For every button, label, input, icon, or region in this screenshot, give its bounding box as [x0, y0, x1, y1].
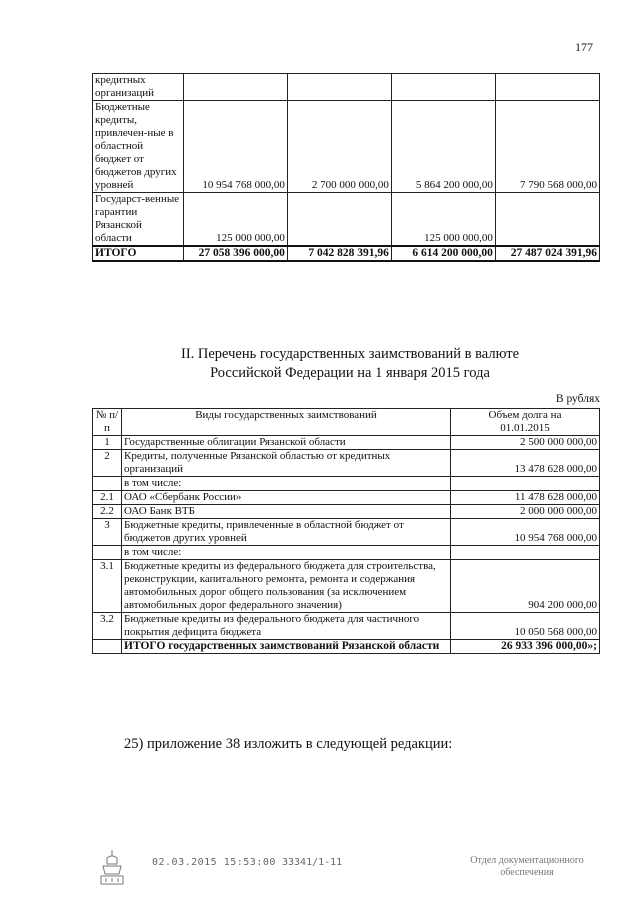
- row-desc: ОАО «Сбербанк России»: [122, 491, 451, 505]
- department-line1: Отдел документационного: [470, 855, 584, 866]
- table-debt-list: [92, 408, 600, 654]
- row-amount: 10 954 768 000,00: [451, 519, 600, 546]
- footer-code: 33341/1-11: [282, 857, 343, 868]
- cell-value: [287, 193, 391, 247]
- row-amount: 10 050 568 000,00: [451, 613, 600, 640]
- table-row: [93, 546, 600, 560]
- total-value: 6 614 200 000,00: [391, 246, 495, 261]
- row-num: [93, 477, 122, 491]
- table-borrowings-continuation: [92, 73, 600, 262]
- table-header-row: [93, 409, 600, 436]
- table-row: [93, 74, 600, 101]
- cell-value: [495, 193, 599, 247]
- row-amount: [451, 477, 600, 491]
- total-value: 27 058 396 000,00: [183, 246, 287, 261]
- header-num: № п/п: [93, 409, 122, 436]
- total-row: [93, 640, 600, 654]
- cell-value: [287, 74, 391, 101]
- header-amount: Объем долга на 01.01.2015: [451, 409, 600, 436]
- row-amount: 13 478 628 000,00: [451, 450, 600, 477]
- total-value: 27 487 024 391,96: [495, 246, 599, 261]
- table-row: [93, 613, 600, 640]
- table-row: [93, 101, 600, 193]
- row-desc: в том числе:: [122, 546, 451, 560]
- footer-datetime: 02.03.2015 15:53:00: [152, 857, 276, 868]
- cell-value: 5 864 200 000,00: [391, 101, 495, 193]
- cell-value: [495, 74, 599, 101]
- row-num: 3.2: [93, 613, 122, 640]
- header-kind: Виды государственных заимствований: [122, 409, 451, 436]
- row-desc: Бюджетные кредиты, привлеченные в областной бюджет от бюджетов других уровней: [122, 519, 451, 546]
- row-num: [93, 546, 122, 560]
- row-desc: в том числе:: [122, 477, 451, 491]
- cell-value: [391, 74, 495, 101]
- row-num: 2.1: [93, 491, 122, 505]
- row-label: Бюджетные кредиты, привлечен-ные в областной бюджет от бюджетов других уровней: [93, 101, 184, 193]
- total-row: [93, 246, 600, 261]
- cell-value: 125 000 000,00: [391, 193, 495, 247]
- table-row: [93, 519, 600, 546]
- page-number: 177: [575, 40, 593, 54]
- department-line2: обеспечения: [500, 867, 554, 878]
- row-desc: Бюджетные кредиты из федерального бюджета для частичного покрытия дефицита бюджета: [122, 613, 451, 640]
- total-desc: ИТОГО государственных заимствований Рязанской области: [122, 640, 451, 654]
- emblem-stamp-icon: [98, 848, 126, 888]
- row-label: кредитных организаций: [93, 74, 184, 101]
- table-row: [93, 450, 600, 477]
- cell-value: 7 790 568 000,00: [495, 101, 599, 193]
- table-row: [93, 436, 600, 450]
- department-stamp: [452, 855, 602, 879]
- section-title: [130, 345, 570, 383]
- row-num: [93, 640, 122, 654]
- row-num: 3: [93, 519, 122, 546]
- row-amount: [451, 546, 600, 560]
- row-num: 2.2: [93, 505, 122, 519]
- row-label: Государст-венные гарантии Рязанской области: [93, 193, 184, 247]
- section-title-line2: Российской Федерации на 1 января 2015 года: [210, 365, 490, 381]
- row-num: 3.1: [93, 560, 122, 613]
- total-amount: 26 933 396 000,00»;: [451, 640, 600, 654]
- row-num: 2: [93, 450, 122, 477]
- table-row: [93, 560, 600, 613]
- unit-label: В рублях: [555, 393, 600, 405]
- table-row: [93, 477, 600, 491]
- row-amount: 904 200 000,00: [451, 560, 600, 613]
- table-row: [93, 505, 600, 519]
- amendment-text: 25) приложение 38 изложить в следующей редакции:: [124, 736, 453, 752]
- row-num: 1: [93, 436, 122, 450]
- row-amount: 11 478 628 000,00: [451, 491, 600, 505]
- row-desc: Кредиты, полученные Рязанской областью от кредитных организаций: [122, 450, 451, 477]
- total-value: 7 042 828 391,96: [287, 246, 391, 261]
- row-amount: 2 500 000 000,00: [451, 436, 600, 450]
- cell-value: 125 000 000,00: [183, 193, 287, 247]
- row-desc: Государственные облигации Рязанской области: [122, 436, 451, 450]
- cell-value: 10 954 768 000,00: [183, 101, 287, 193]
- table-row: [93, 193, 600, 247]
- row-amount: 2 000 000 000,00: [451, 505, 600, 519]
- cell-value: 2 700 000 000,00: [287, 101, 391, 193]
- cell-value: [183, 74, 287, 101]
- row-desc: ОАО Банк ВТБ: [122, 505, 451, 519]
- table-row: [93, 491, 600, 505]
- total-label: ИТОГО: [93, 246, 184, 261]
- row-desc: Бюджетные кредиты из федерального бюджета для строительства, реконструкции, капитального ремонта, ремонта и содержания автомобильных дорог общего пользования (за исключением автомобильных дорог федерального значения): [122, 560, 451, 613]
- section-title-line1: II. Перечень государственных заимствований в валюте: [180, 346, 520, 362]
